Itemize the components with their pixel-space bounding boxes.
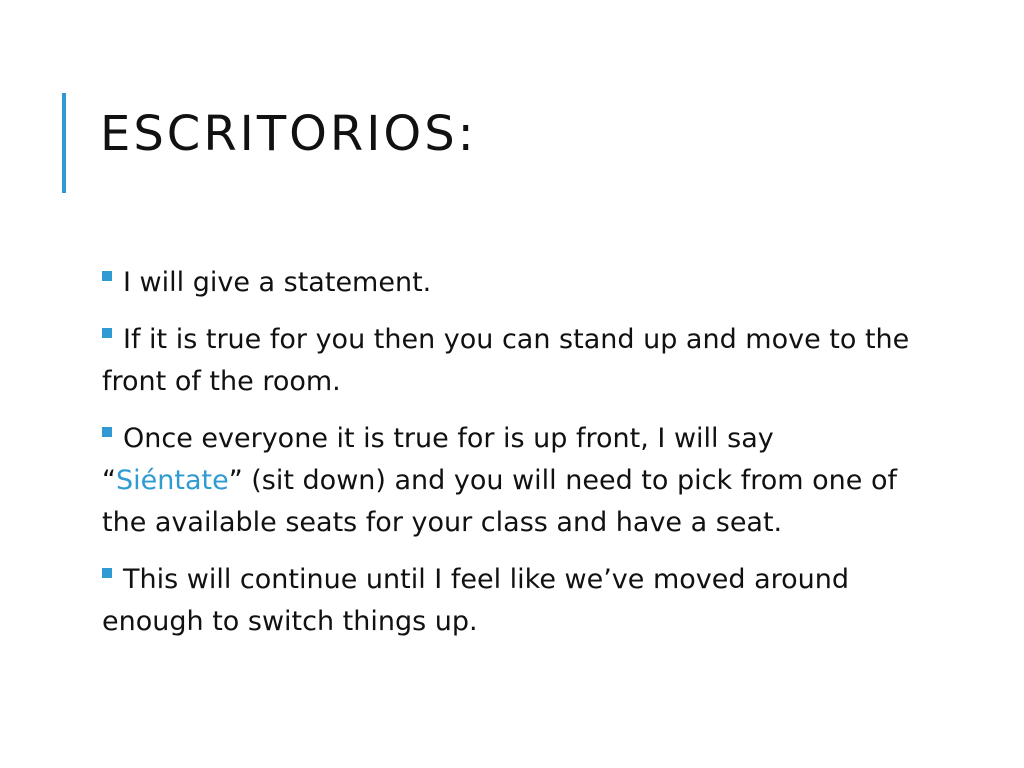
slide-title: ESCRITORIOS: [100,106,477,162]
square-bullet-icon [102,271,112,281]
bullet-item [98,559,918,643]
square-bullet-icon [102,328,112,338]
bullet-text: I will give a statement. [123,267,432,298]
bullet-list [98,262,918,643]
bullet-item [98,262,918,304]
highlighted-word: Siéntate [116,465,229,496]
square-bullet-icon [102,427,112,437]
bullet-item [98,319,918,403]
bullet-text-after: ” (sit down) and you will need to pick from one of the available seats for your class and have a seat. [102,465,897,538]
bullet-item [98,418,918,544]
title-accent-bar [62,93,66,193]
bullet-text: If it is true for you then you can stand up and move to the front of the room. [102,324,910,397]
bullet-text-before: Once everyone it is true for is up front, I will say “ [102,423,774,496]
bullet-text: This will continue until I feel like we’ve moved around enough to switch things up. [102,564,850,637]
square-bullet-icon [102,568,112,578]
